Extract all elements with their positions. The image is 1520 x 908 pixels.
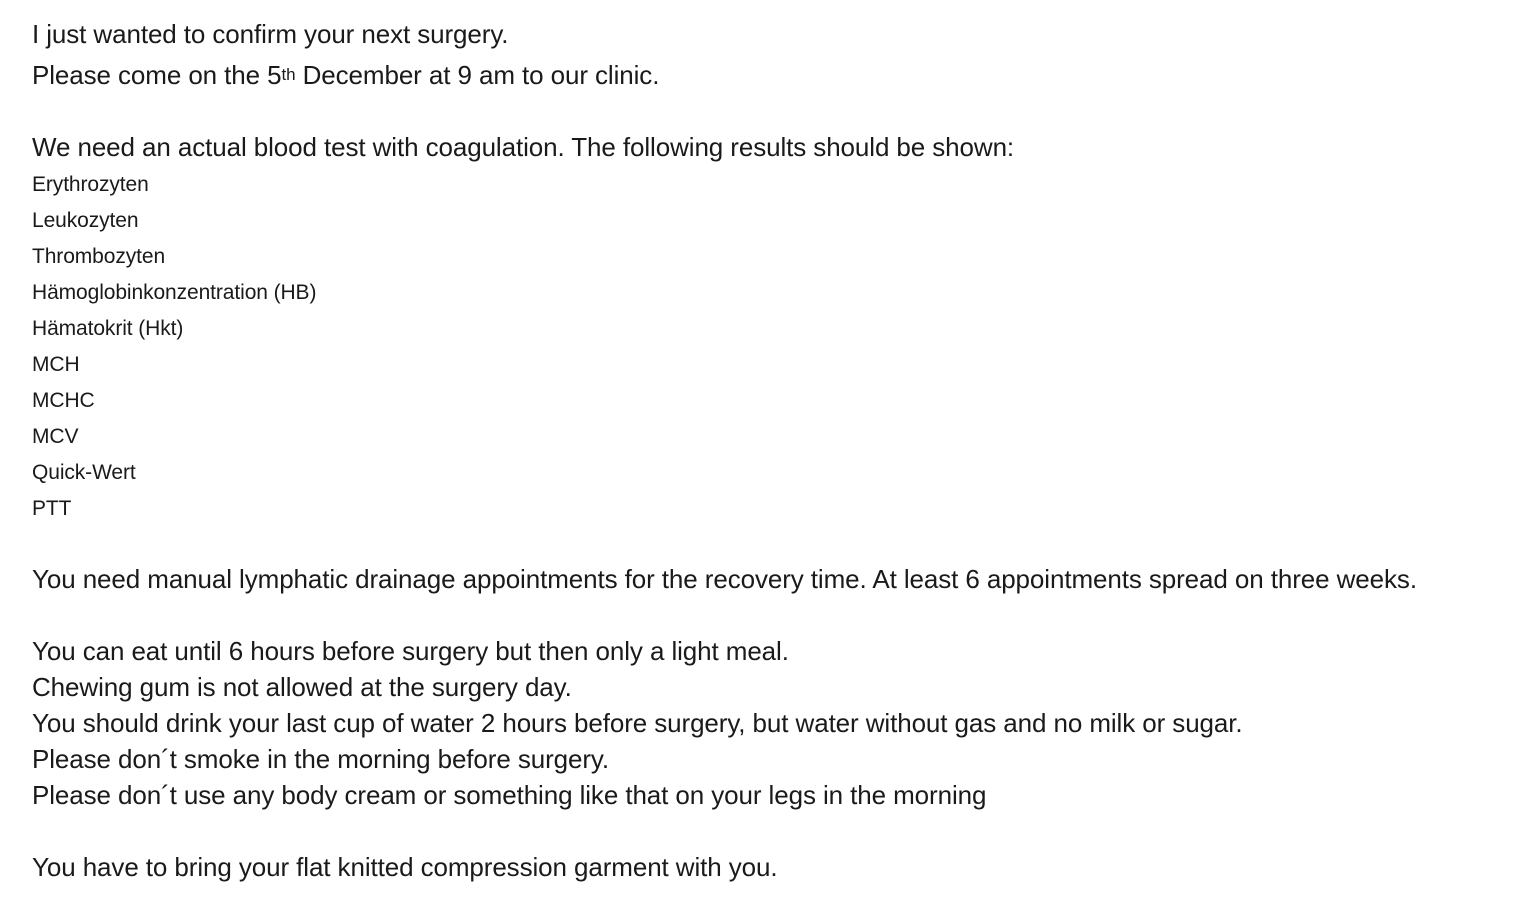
drainage-text: You need manual lymphatic drainage appointments for the recovery time. At least 6 appointments spread on three weeks. <box>32 564 1417 594</box>
list-item: Erythrozyten <box>32 173 149 196</box>
list-item: MCHC <box>32 389 95 412</box>
list-item: Quick-Wert <box>32 461 136 484</box>
appointment-text <box>32 57 659 93</box>
list-item: Thrombozyten <box>32 245 166 268</box>
list-item: MCV <box>32 425 79 448</box>
list-item: Hämoglobinkonzentration (HB) <box>32 281 317 304</box>
blood-test-intro: We need an actual blood test with coagulation. The following results should be shown: <box>32 132 1015 162</box>
appointment-superscript: th <box>281 65 296 84</box>
instruction-line: Chewing gum is not allowed at the surgery day. <box>32 672 572 702</box>
list-item: Leukozyten <box>32 209 139 232</box>
instruction-line: You can eat until 6 hours before surgery but then only a light meal. <box>32 636 789 666</box>
list-item: PTT <box>32 497 72 520</box>
instruction-line: You should drink your last cup of water 2 hours before surgery, but water without gas and no milk or sugar. <box>32 708 1243 738</box>
appointment-prefix: Please come on the 5 <box>32 60 282 90</box>
list-item: MCH <box>32 353 80 376</box>
intro-text: I just wanted to confirm your next surgery. <box>32 19 509 49</box>
instruction-line: Please don´t smoke in the morning before surgery. <box>32 744 610 774</box>
list-item: Hämatokrit (Hkt) <box>32 317 184 340</box>
instruction-line: Please don´t use any body cream or something like that on your legs in the morning <box>32 780 987 810</box>
closing-text: You have to bring your flat knitted compression garment with you. <box>32 852 778 882</box>
appointment-suffix: December at 9 am to our clinic. <box>295 60 660 90</box>
